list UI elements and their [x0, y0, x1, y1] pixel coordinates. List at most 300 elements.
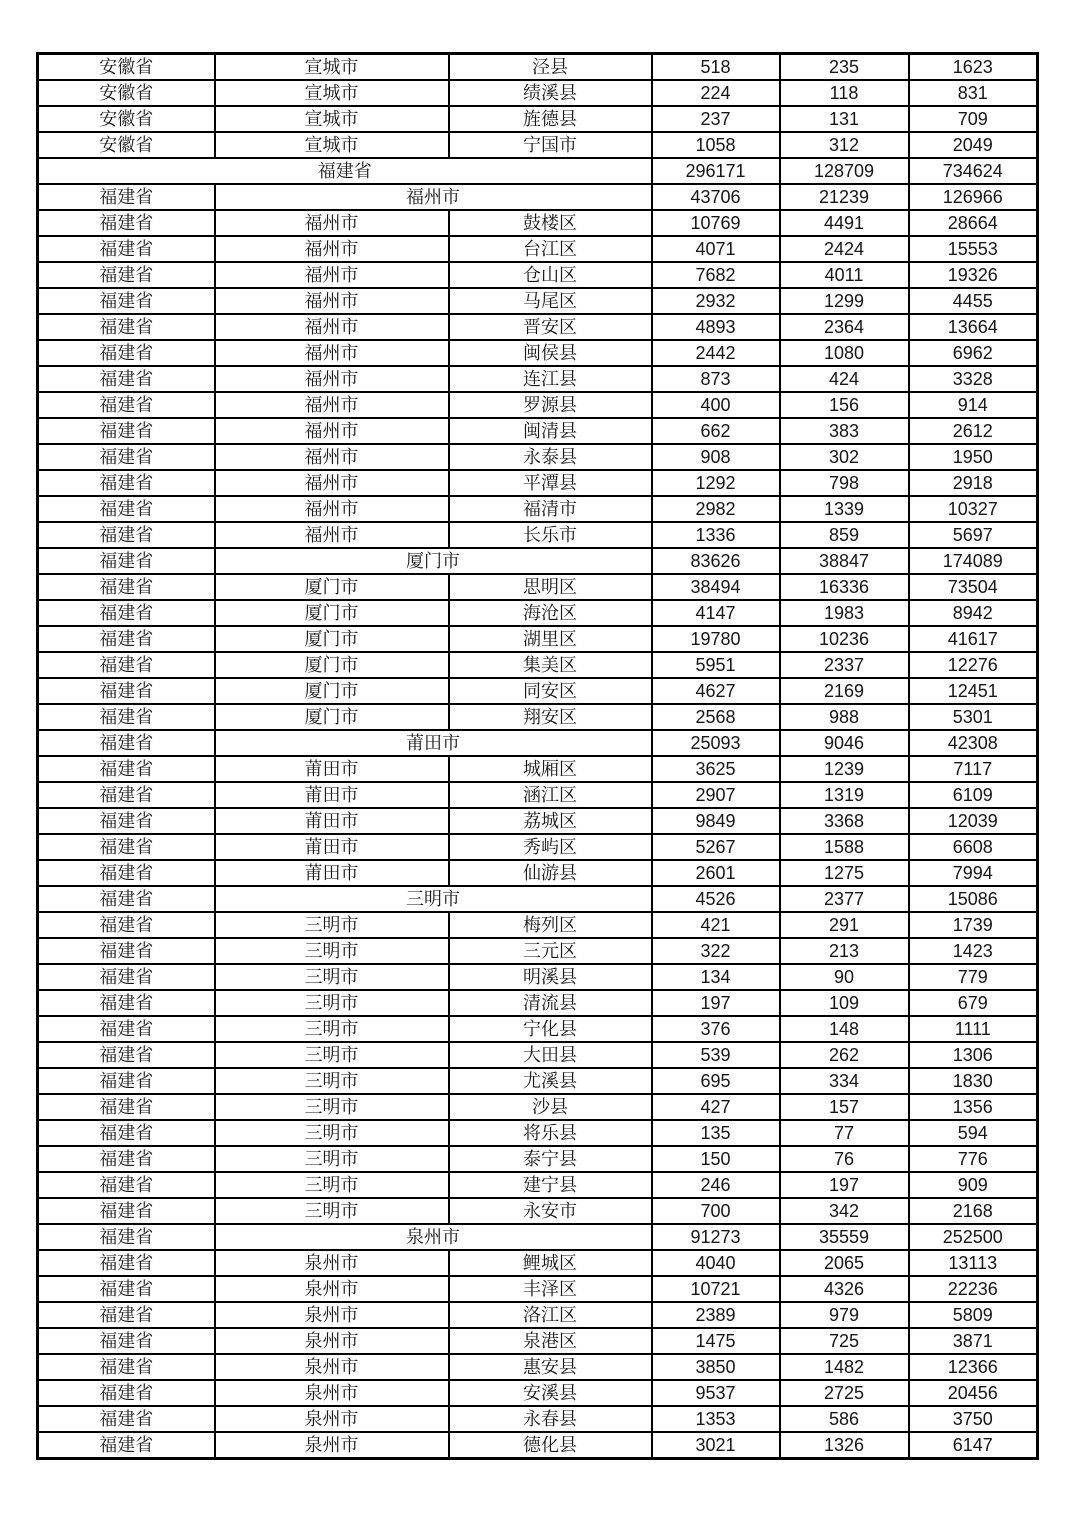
city-cell: 福州市 — [215, 340, 449, 366]
city-cell: 福州市 — [215, 288, 449, 314]
province-cell: 福建省 — [38, 1042, 215, 1068]
table-row — [38, 1276, 1038, 1302]
province-cell: 福建省 — [38, 444, 215, 470]
table-row — [38, 1016, 1038, 1042]
value3-cell: 909 — [909, 1172, 1038, 1198]
value1-cell: 5267 — [652, 834, 780, 860]
city-cell: 泉州市 — [215, 1250, 449, 1276]
value1-cell: 9849 — [652, 808, 780, 834]
province-cell: 福建省 — [38, 1068, 215, 1094]
province-cell: 福建省 — [38, 496, 215, 522]
value1-cell: 2601 — [652, 860, 780, 886]
city-cell: 福州市 — [215, 418, 449, 444]
value3-cell: 914 — [909, 392, 1038, 418]
province-cell: 安徽省 — [38, 106, 215, 132]
value2-cell: 1983 — [780, 600, 909, 626]
value1-cell: 296171 — [652, 158, 780, 184]
district-cell: 明溪县 — [449, 964, 652, 990]
value1-cell: 421 — [652, 912, 780, 938]
value1-cell: 10721 — [652, 1276, 780, 1302]
value3-cell: 8942 — [909, 600, 1038, 626]
district-cell: 梅列区 — [449, 912, 652, 938]
value3-cell: 12451 — [909, 678, 1038, 704]
value1-cell: 662 — [652, 418, 780, 444]
value2-cell: 4011 — [780, 262, 909, 288]
value3-cell: 2168 — [909, 1198, 1038, 1224]
province-cell: 福建省 — [38, 964, 215, 990]
value3-cell: 1739 — [909, 912, 1038, 938]
district-cell: 沙县 — [449, 1094, 652, 1120]
table-row — [38, 574, 1038, 600]
value3-cell: 73504 — [909, 574, 1038, 600]
district-cell: 马尾区 — [449, 288, 652, 314]
table-row — [38, 1172, 1038, 1198]
table-row — [38, 548, 1038, 574]
value2-cell: 21239 — [780, 184, 909, 210]
value3-cell: 126966 — [909, 184, 1038, 210]
district-cell: 连江县 — [449, 366, 652, 392]
table-row — [38, 808, 1038, 834]
province-cell: 福建省 — [38, 574, 215, 600]
district-cell: 旌德县 — [449, 106, 652, 132]
city-cell: 三明市 — [215, 1172, 449, 1198]
city-cell: 厦门市 — [215, 600, 449, 626]
value2-cell: 90 — [780, 964, 909, 990]
city-cell: 宣城市 — [215, 106, 449, 132]
table-row — [38, 756, 1038, 782]
district-cell: 晋安区 — [449, 314, 652, 340]
district-cell: 尤溪县 — [449, 1068, 652, 1094]
district-cell: 同安区 — [449, 678, 652, 704]
table-row — [38, 1042, 1038, 1068]
province-cell: 福建省 — [38, 1016, 215, 1042]
value1-cell: 427 — [652, 1094, 780, 1120]
value2-cell: 4326 — [780, 1276, 909, 1302]
value1-cell: 700 — [652, 1198, 780, 1224]
value2-cell: 2169 — [780, 678, 909, 704]
value3-cell: 734624 — [909, 158, 1038, 184]
province-cell: 福建省 — [38, 340, 215, 366]
city-cell: 福州市 — [215, 496, 449, 522]
province-cell: 福建省 — [38, 1250, 215, 1276]
district-cell: 翔安区 — [449, 704, 652, 730]
value1-cell: 3021 — [652, 1432, 780, 1459]
value1-cell: 134 — [652, 964, 780, 990]
district-cell: 将乐县 — [449, 1120, 652, 1146]
city-cell: 莆田市 — [215, 756, 449, 782]
province-cell: 福建省 — [38, 886, 215, 912]
district-cell: 洛江区 — [449, 1302, 652, 1328]
city-cell: 福州市 — [215, 470, 449, 496]
city-cell: 三明市 — [215, 1146, 449, 1172]
value1-cell: 2982 — [652, 496, 780, 522]
value2-cell: 128709 — [780, 158, 909, 184]
value2-cell: 798 — [780, 470, 909, 496]
table-row — [38, 704, 1038, 730]
city-cell: 厦门市 — [215, 652, 449, 678]
district-cell: 台江区 — [449, 236, 652, 262]
value1-cell: 246 — [652, 1172, 780, 1198]
province-cell: 福建省 — [38, 1302, 215, 1328]
table-row — [38, 236, 1038, 262]
table-row — [38, 1432, 1038, 1459]
value2-cell: 1080 — [780, 340, 909, 366]
city-cell: 泉州市 — [215, 1406, 449, 1432]
value2-cell: 2725 — [780, 1380, 909, 1406]
district-cell: 仓山区 — [449, 262, 652, 288]
table-row — [38, 1328, 1038, 1354]
value1-cell: 83626 — [652, 548, 780, 574]
city-cell: 泉州市 — [215, 1380, 449, 1406]
city-total-cell: 莆田市 — [215, 730, 652, 756]
table-row — [38, 340, 1038, 366]
value2-cell: 725 — [780, 1328, 909, 1354]
value2-cell: 10236 — [780, 626, 909, 652]
value3-cell: 22236 — [909, 1276, 1038, 1302]
value3-cell: 5697 — [909, 522, 1038, 548]
value2-cell: 2364 — [780, 314, 909, 340]
province-cell: 福建省 — [38, 938, 215, 964]
table-row — [38, 730, 1038, 756]
table-row — [38, 1250, 1038, 1276]
table-row — [38, 782, 1038, 808]
district-cell: 丰泽区 — [449, 1276, 652, 1302]
value3-cell: 13664 — [909, 314, 1038, 340]
province-cell: 福建省 — [38, 548, 215, 574]
value2-cell: 213 — [780, 938, 909, 964]
table-row — [38, 496, 1038, 522]
value1-cell: 518 — [652, 54, 780, 81]
province-cell: 福建省 — [38, 990, 215, 1016]
value3-cell: 7117 — [909, 756, 1038, 782]
table-row — [38, 418, 1038, 444]
value3-cell: 3871 — [909, 1328, 1038, 1354]
table-row — [38, 132, 1038, 158]
value3-cell: 594 — [909, 1120, 1038, 1146]
value1-cell: 1292 — [652, 470, 780, 496]
district-cell: 安溪县 — [449, 1380, 652, 1406]
city-cell: 厦门市 — [215, 574, 449, 600]
province-cell: 福建省 — [38, 704, 215, 730]
province-cell: 福建省 — [38, 236, 215, 262]
value3-cell: 779 — [909, 964, 1038, 990]
city-cell: 宣城市 — [215, 132, 449, 158]
city-total-cell: 三明市 — [215, 886, 652, 912]
value3-cell: 19326 — [909, 262, 1038, 288]
province-cell: 福建省 — [38, 366, 215, 392]
province-cell: 福建省 — [38, 1224, 215, 1250]
value3-cell: 252500 — [909, 1224, 1038, 1250]
value1-cell: 695 — [652, 1068, 780, 1094]
value2-cell: 586 — [780, 1406, 909, 1432]
value3-cell: 709 — [909, 106, 1038, 132]
province-cell: 福建省 — [38, 418, 215, 444]
value3-cell: 1306 — [909, 1042, 1038, 1068]
value2-cell: 312 — [780, 132, 909, 158]
value3-cell: 6608 — [909, 834, 1038, 860]
district-cell: 秀屿区 — [449, 834, 652, 860]
province-cell: 福建省 — [38, 912, 215, 938]
district-cell: 湖里区 — [449, 626, 652, 652]
city-total-cell: 厦门市 — [215, 548, 652, 574]
value3-cell: 1830 — [909, 1068, 1038, 1094]
value1-cell: 91273 — [652, 1224, 780, 1250]
table-row — [38, 184, 1038, 210]
table-row — [38, 834, 1038, 860]
district-cell: 大田县 — [449, 1042, 652, 1068]
district-cell: 永安市 — [449, 1198, 652, 1224]
value3-cell: 1111 — [909, 1016, 1038, 1042]
value3-cell: 6962 — [909, 340, 1038, 366]
province-cell: 福建省 — [38, 652, 215, 678]
table-row — [38, 1302, 1038, 1328]
city-cell: 厦门市 — [215, 704, 449, 730]
value1-cell: 4893 — [652, 314, 780, 340]
value1-cell: 3625 — [652, 756, 780, 782]
value1-cell: 1336 — [652, 522, 780, 548]
city-cell: 三明市 — [215, 990, 449, 1016]
city-cell: 三明市 — [215, 1120, 449, 1146]
value3-cell: 5301 — [909, 704, 1038, 730]
province-cell: 福建省 — [38, 1120, 215, 1146]
city-cell: 泉州市 — [215, 1328, 449, 1354]
province-cell: 福建省 — [38, 314, 215, 340]
value1-cell: 38494 — [652, 574, 780, 600]
value2-cell: 979 — [780, 1302, 909, 1328]
value2-cell: 109 — [780, 990, 909, 1016]
province-cell: 福建省 — [38, 184, 215, 210]
value3-cell: 13113 — [909, 1250, 1038, 1276]
value1-cell: 908 — [652, 444, 780, 470]
value1-cell: 224 — [652, 80, 780, 106]
district-cell: 涵江区 — [449, 782, 652, 808]
district-cell: 鲤城区 — [449, 1250, 652, 1276]
province-cell: 福建省 — [38, 1354, 215, 1380]
table-row — [38, 678, 1038, 704]
region-statistics-table — [36, 52, 1039, 1460]
value3-cell: 1950 — [909, 444, 1038, 470]
value1-cell: 7682 — [652, 262, 780, 288]
table-row — [38, 366, 1038, 392]
city-cell: 三明市 — [215, 1016, 449, 1042]
table-row — [38, 1146, 1038, 1172]
district-cell: 福清市 — [449, 496, 652, 522]
value1-cell: 25093 — [652, 730, 780, 756]
value2-cell: 342 — [780, 1198, 909, 1224]
value1-cell: 4147 — [652, 600, 780, 626]
province-cell: 安徽省 — [38, 132, 215, 158]
province-cell: 福建省 — [38, 470, 215, 496]
province-cell: 福建省 — [38, 808, 215, 834]
value1-cell: 4526 — [652, 886, 780, 912]
city-cell: 厦门市 — [215, 678, 449, 704]
value3-cell: 7994 — [909, 860, 1038, 886]
province-cell: 福建省 — [38, 392, 215, 418]
city-cell: 宣城市 — [215, 80, 449, 106]
value2-cell: 302 — [780, 444, 909, 470]
table-row — [38, 626, 1038, 652]
value3-cell: 12276 — [909, 652, 1038, 678]
value2-cell: 1482 — [780, 1354, 909, 1380]
province-cell: 福建省 — [38, 210, 215, 236]
table-row — [38, 600, 1038, 626]
value2-cell: 235 — [780, 54, 909, 81]
city-cell: 福州市 — [215, 444, 449, 470]
value3-cell: 3750 — [909, 1406, 1038, 1432]
district-cell: 德化县 — [449, 1432, 652, 1459]
table-row — [38, 1068, 1038, 1094]
district-cell: 泰宁县 — [449, 1146, 652, 1172]
district-cell: 泾县 — [449, 54, 652, 81]
value1-cell: 1475 — [652, 1328, 780, 1354]
city-cell: 泉州市 — [215, 1432, 449, 1459]
value3-cell: 174089 — [909, 548, 1038, 574]
value1-cell: 4627 — [652, 678, 780, 704]
value1-cell: 1058 — [652, 132, 780, 158]
district-cell: 思明区 — [449, 574, 652, 600]
value3-cell: 42308 — [909, 730, 1038, 756]
table-row — [38, 938, 1038, 964]
value2-cell: 4491 — [780, 210, 909, 236]
value2-cell: 38847 — [780, 548, 909, 574]
table-row — [38, 106, 1038, 132]
value1-cell: 150 — [652, 1146, 780, 1172]
district-cell: 闽侯县 — [449, 340, 652, 366]
value3-cell: 3328 — [909, 366, 1038, 392]
value1-cell: 9537 — [652, 1380, 780, 1406]
value2-cell: 2377 — [780, 886, 909, 912]
province-cell: 安徽省 — [38, 54, 215, 81]
table-row — [38, 392, 1038, 418]
province-cell: 福建省 — [38, 1432, 215, 1459]
province-cell: 福建省 — [38, 730, 215, 756]
table-row — [38, 1224, 1038, 1250]
table-row — [38, 80, 1038, 106]
value2-cell: 334 — [780, 1068, 909, 1094]
table-row — [38, 314, 1038, 340]
value1-cell: 2907 — [652, 782, 780, 808]
province-cell: 福建省 — [38, 262, 215, 288]
province-cell: 福建省 — [38, 782, 215, 808]
value2-cell: 35559 — [780, 1224, 909, 1250]
district-cell: 集美区 — [449, 652, 652, 678]
value1-cell: 322 — [652, 938, 780, 964]
city-cell: 三明市 — [215, 1068, 449, 1094]
value1-cell: 1353 — [652, 1406, 780, 1432]
value1-cell: 2442 — [652, 340, 780, 366]
city-cell: 三明市 — [215, 938, 449, 964]
province-cell: 福建省 — [38, 288, 215, 314]
district-cell: 平潭县 — [449, 470, 652, 496]
city-cell: 莆田市 — [215, 834, 449, 860]
value2-cell: 156 — [780, 392, 909, 418]
value3-cell: 28664 — [909, 210, 1038, 236]
province-cell: 福建省 — [38, 1198, 215, 1224]
district-cell: 鼓楼区 — [449, 210, 652, 236]
value3-cell: 679 — [909, 990, 1038, 1016]
value2-cell: 2424 — [780, 236, 909, 262]
value2-cell: 1588 — [780, 834, 909, 860]
value1-cell: 2389 — [652, 1302, 780, 1328]
value2-cell: 1239 — [780, 756, 909, 782]
value3-cell: 1623 — [909, 54, 1038, 81]
table-body — [38, 54, 1038, 1459]
city-cell: 泉州市 — [215, 1354, 449, 1380]
district-cell: 宁国市 — [449, 132, 652, 158]
table-row — [38, 652, 1038, 678]
province-cell: 福建省 — [38, 1328, 215, 1354]
city-cell: 三明市 — [215, 1042, 449, 1068]
table-row — [38, 1120, 1038, 1146]
value3-cell: 2612 — [909, 418, 1038, 444]
province-total-cell: 福建省 — [38, 158, 652, 184]
table-row — [38, 1354, 1038, 1380]
province-cell: 福建省 — [38, 1276, 215, 1302]
value2-cell: 16336 — [780, 574, 909, 600]
district-cell: 泉港区 — [449, 1328, 652, 1354]
value3-cell: 5809 — [909, 1302, 1038, 1328]
table-row — [38, 54, 1038, 81]
city-cell: 三明市 — [215, 964, 449, 990]
value1-cell: 135 — [652, 1120, 780, 1146]
value2-cell: 291 — [780, 912, 909, 938]
value1-cell: 539 — [652, 1042, 780, 1068]
district-cell: 宁化县 — [449, 1016, 652, 1042]
district-cell: 惠安县 — [449, 1354, 652, 1380]
value2-cell: 148 — [780, 1016, 909, 1042]
table-row — [38, 158, 1038, 184]
value3-cell: 1356 — [909, 1094, 1038, 1120]
value2-cell: 2065 — [780, 1250, 909, 1276]
value1-cell: 2932 — [652, 288, 780, 314]
district-cell: 长乐市 — [449, 522, 652, 548]
value2-cell: 383 — [780, 418, 909, 444]
city-cell: 福州市 — [215, 210, 449, 236]
city-cell: 莆田市 — [215, 782, 449, 808]
city-cell: 三明市 — [215, 1198, 449, 1224]
district-cell: 荔城区 — [449, 808, 652, 834]
province-cell: 福建省 — [38, 1146, 215, 1172]
province-cell: 福建省 — [38, 756, 215, 782]
value2-cell: 1275 — [780, 860, 909, 886]
value3-cell: 831 — [909, 80, 1038, 106]
value1-cell: 5951 — [652, 652, 780, 678]
value3-cell: 2918 — [909, 470, 1038, 496]
value2-cell: 859 — [780, 522, 909, 548]
district-cell: 三元区 — [449, 938, 652, 964]
table-row — [38, 912, 1038, 938]
value1-cell: 4071 — [652, 236, 780, 262]
value1-cell: 4040 — [652, 1250, 780, 1276]
value2-cell: 118 — [780, 80, 909, 106]
value2-cell: 1326 — [780, 1432, 909, 1459]
table-row — [38, 990, 1038, 1016]
city-cell: 福州市 — [215, 392, 449, 418]
value3-cell: 12039 — [909, 808, 1038, 834]
value1-cell: 873 — [652, 366, 780, 392]
table-row — [38, 470, 1038, 496]
city-cell: 厦门市 — [215, 626, 449, 652]
province-cell: 安徽省 — [38, 80, 215, 106]
province-cell: 福建省 — [38, 860, 215, 886]
district-cell: 仙游县 — [449, 860, 652, 886]
city-cell: 福州市 — [215, 366, 449, 392]
value1-cell: 3850 — [652, 1354, 780, 1380]
value3-cell: 20456 — [909, 1380, 1038, 1406]
table-row — [38, 444, 1038, 470]
value2-cell: 262 — [780, 1042, 909, 1068]
district-cell: 清流县 — [449, 990, 652, 1016]
